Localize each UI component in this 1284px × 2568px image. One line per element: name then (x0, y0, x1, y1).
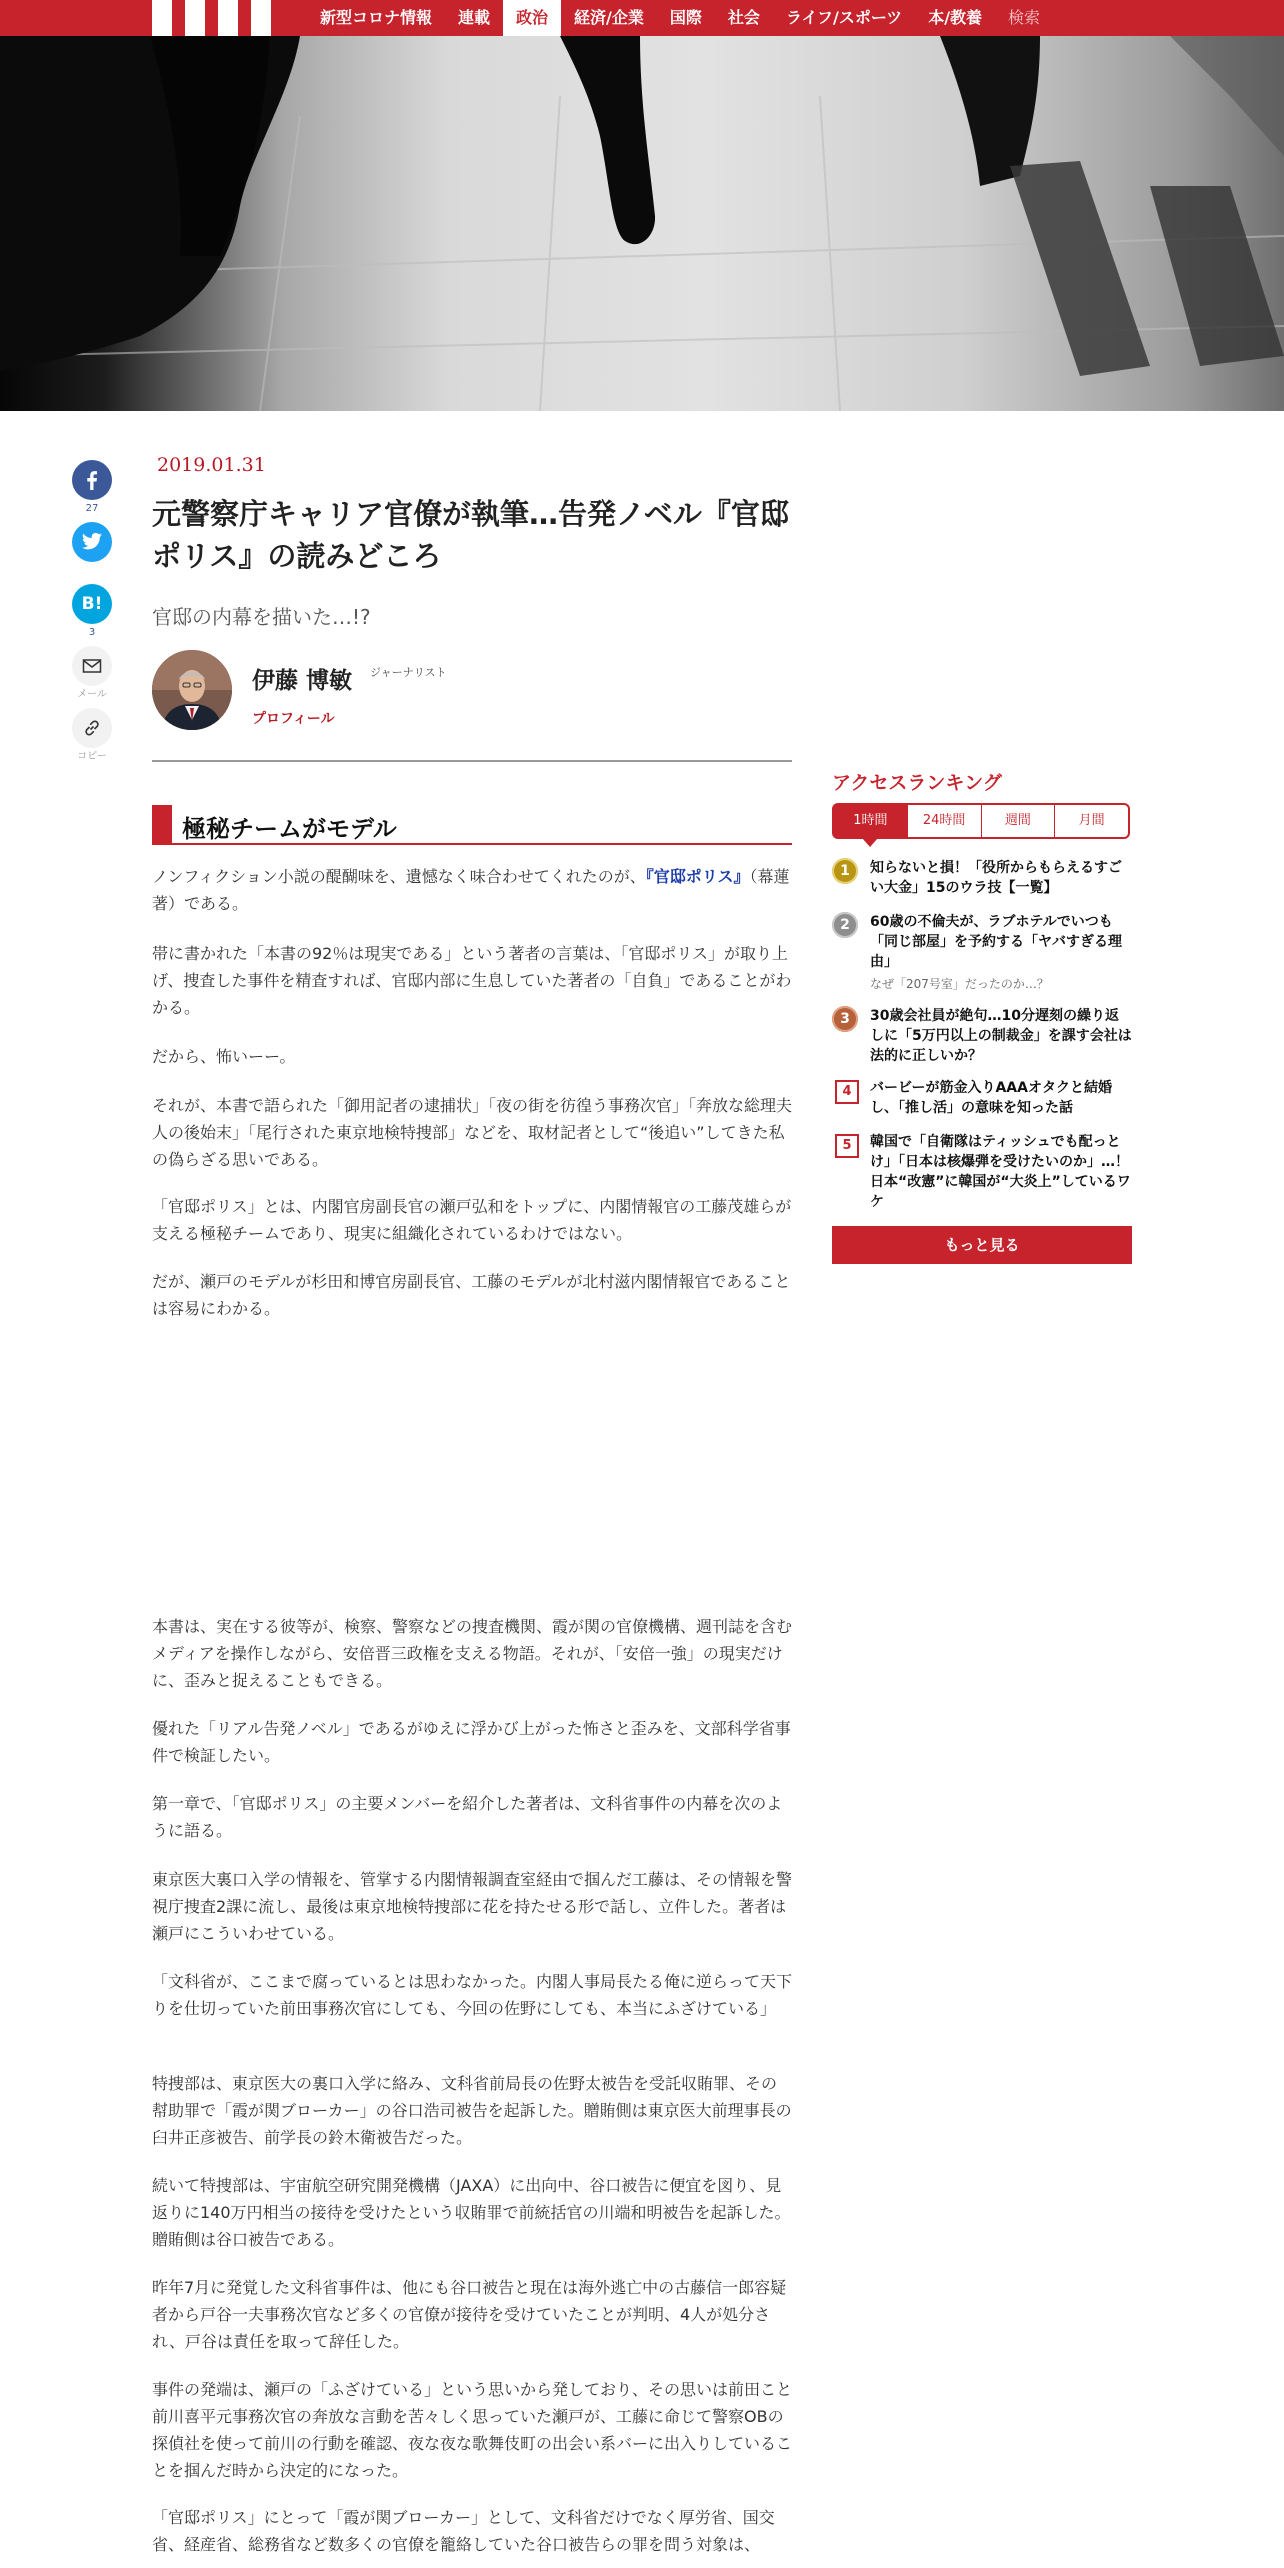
hatena-bookmark-button[interactable] (72, 584, 112, 624)
article-paragraph: 帯に書かれた「本書の92％は現実である」という著者の言葉は、「官邸ポリス」が取り上げ、捜査した事件を精査すれば、官邸内部に生息していた著者の「自負」であることがわかる。 (152, 944, 792, 1017)
nav-item-serial[interactable]: 連載 (458, 8, 491, 27)
mail-icon (82, 658, 102, 674)
twitter-icon (81, 532, 103, 552)
nav-item-corona[interactable]: 新型コロナ情報 (320, 8, 433, 27)
article-paragraph: だから、怖いーー。 (152, 1047, 296, 1066)
article-paragraph (152, 863, 792, 917)
article-paragraph: 「官邸ポリス」にとって「霞が関ブローカー」として、文科省だけでなく厚労省、国交省、経産省、総務省など数多くの官僚を籠絡していた谷口被告らの罪を問う対象は、 (152, 2508, 775, 2554)
article-paragraph: 事件の発端は、瀬戸の「ふざけている」という思いから発しており、その思いは前田こと前川喜平元事務次官の奔放な言動を苦々しく思っていた瀬戸が、工藤に命じて警察OBの探偵社を使って前川の行動を確認、夜な夜な歌舞伎町の出会い系バーに出入りしていることを掴んだ時から決定的になった。 (152, 2380, 793, 2480)
author-name[interactable]: 伊藤 博敏 (252, 668, 353, 694)
copy-link-label: コピー (77, 751, 107, 762)
article-paragraph: 「官邸ポリス」とは、内閣官房副長官の瀬戸弘和をトップに、内閣情報官の工藤茂雄らが支える極秘チームであり、現実に組織化されているわけではない。 (152, 1197, 792, 1243)
article-title: 元警察庁キャリア官僚が執筆…告発ノベル『官邸ポリス』の読みどころ (152, 497, 789, 573)
copy-link-button[interactable] (72, 708, 112, 748)
hero-image (0, 36, 1284, 411)
hero-photo-shadows (0, 36, 1284, 411)
ad-space (152, 1335, 792, 1600)
ranking-item-text: 60歳の不倫夫が、ラブホテルでいつも「同じ部屋」を予約する「ヤバすぎる理由」 (870, 914, 1122, 970)
article-paragraph: それが、本書で語られた「御用記者の逮捕状」「夜の街を彷徨う事務次官」「奔放な総理夫人の後始末」「尾行された東京地検特捜部」などを、取材記者として“後追い”してきた私の偽らざる思いである。 (152, 1096, 793, 1169)
rank-number: 5 (835, 1134, 859, 1158)
nav-item-politics[interactable]: 政治 (503, 0, 561, 36)
facebook-share-button[interactable] (72, 460, 112, 500)
author-profile-link[interactable]: プロフィール (252, 711, 335, 727)
ranking-item-title: 30歳会社員が絶句…10分遅刻の繰り返しに「5万円以上の制裁金」を課す会社は法的に正しいか？ (870, 1008, 1132, 1064)
hatena-icon: B! (81, 594, 103, 614)
ranking-item-subtitle: なぜ「207号室」だったのか…？ (870, 977, 1049, 991)
rank-number: 2 (832, 912, 858, 938)
article-date: 2019.01.31 (157, 454, 266, 476)
section-heading (152, 805, 792, 845)
hatena-share-count: 3 (88, 627, 96, 638)
author-role: ジャーナリスト (370, 666, 447, 679)
rank-number: 1 (832, 858, 858, 884)
article-paragraph: 続いて特捜部は、宇宙航空研究開発機構（JAXA）に出向中、谷口被告に便宜を図り、見返りに140万円相当の接待を受けたという収賄罪で前統括官の川端和明被告を起訴した。贈賄側は谷口被告である。 (152, 2176, 791, 2249)
paragraph-text: （幕蓮著）である。 (152, 867, 790, 913)
ranking-tab-24h[interactable]: 24時間 (907, 805, 981, 837)
ranking-more-button[interactable]: もっと見る (832, 1226, 1132, 1264)
ranking-item-title: 韓国で「自衛隊はティッシュでも配っとけ」「日本は核爆弾を受けたいのか」…！ 日本“改憲”に韓国が“大炎上”しているワケ (870, 1134, 1131, 1210)
article-paragraph: 優れた「リアル告発ノベル」であるがゆえに浮かび上がった怖さと歪みを、文部科学省事件で検証したい。 (152, 1719, 791, 1765)
nav-item-international[interactable]: 国際 (669, 8, 702, 27)
facebook-icon (81, 469, 103, 491)
article-paragraph: 本書は、実在する彼等が、検察、警察などの捜査機関、霞が関の官僚機構、週刊誌を含むメディアを操作しながら、安倍晋三政権を支える物語。それが、「安倍一強」の現実だけに、歪みと捉えることもできる。 (152, 1617, 793, 1690)
nav-item-life-sports[interactable]: ライフ/スポーツ (785, 8, 903, 27)
nav-menu (307, 0, 1053, 36)
twitter-share-button[interactable] (72, 522, 112, 562)
article-paragraph: 東京医大裏口入学の情報を、管掌する内閣情報調査室経由で掴んだ工藤は、その情報を警視庁捜査2課に流し、最後は東京地検特捜部に花を持たせる形で話し、立件した。著者は瀬戸にこういわせている。 (152, 1870, 793, 1943)
paragraph-text: ノンフィクション小説の醍醐味を、遺憾なく味合わせてくれたのが、 (152, 867, 646, 886)
ranking-item-title: 知らないと損！「役所からもらえるすごい大金」15のウラ技【一覧】 (870, 860, 1122, 896)
ranking-tabs (832, 803, 1130, 839)
nav-item-books[interactable]: 本/教養 (928, 8, 983, 27)
nav-item-economy[interactable]: 経済/企業 (574, 8, 644, 27)
author-block (152, 650, 792, 730)
link-icon (82, 718, 102, 738)
ranking-item-title: バービーが筋金入りAAAオタクと結婚し、「推し活」の意味を知った話 (870, 1080, 1112, 1116)
section-heading-text: 極秘チームがモデル (182, 815, 397, 843)
top-navigation (0, 0, 1284, 36)
article-paragraph: 第一章で、「官邸ポリス」の主要メンバーを紹介した著者は、文科省事件の内幕を次のように語る。 (152, 1794, 783, 1840)
author-photo (152, 650, 232, 730)
facebook-share-count: 27 (85, 503, 99, 514)
ranking-tab-1h[interactable]: 1時間 (834, 805, 907, 837)
section-heading-bar (152, 805, 172, 843)
article-paragraph: 「文科省が、ここまで腐っているとは思わなかった。内閣人事局長たる俺に逆らって天下りを仕切っていた前田事務次官にしても、今回の佐野にしても、本当にふざけている」 (152, 1972, 793, 2018)
mail-share-button[interactable] (72, 646, 112, 686)
share-bar (68, 460, 116, 766)
nav-search-link[interactable]: 検索 (1008, 8, 1041, 27)
rank-number: 3 (832, 1006, 858, 1032)
header-divider (152, 760, 792, 762)
ranking-title: アクセスランキング (832, 772, 1002, 794)
book-title-link[interactable]: 『官邸ポリス』 (645, 867, 750, 886)
article-paragraph: 特捜部は、東京医大の裏口入学に絡み、文科省前局長の佐野太被告を受託収賄罪、その幇助罪で「霞が関ブローカー」の谷口浩司被告を起訴した。贈賄側は東京医大前理事長の臼井正彦被告、前学長の鈴木衛被告だった。 (152, 2074, 792, 2147)
ranking-tab-week[interactable]: 週間 (981, 805, 1055, 837)
rank-number: 4 (835, 1080, 859, 1104)
mail-share-label: メール (77, 689, 107, 700)
nav-item-society[interactable]: 社会 (727, 8, 760, 27)
article-paragraph: 昨年7月に発覚した文科省事件は、他にも谷口被告と現在は海外逃亡中の古藤信一郎容疑者から戸谷一夫事務次官など多くの官僚が接待を受けていたことが判明、4人が処分され、戸谷は責任を取って辞任した。 (152, 2278, 787, 2351)
ranking-tab-month[interactable]: 月間 (1054, 805, 1128, 837)
article-paragraph: だが、瀬戸のモデルが杉田和博官房副長官、工藤のモデルが北村滋内閣情報官であることは容易にわかる。 (152, 1272, 791, 1318)
ranking-item-title (870, 912, 1132, 994)
site-logo[interactable] (152, 0, 290, 36)
article-subtitle: 官邸の内幕を描いた…!? (152, 605, 371, 629)
author-avatar[interactable] (152, 650, 232, 730)
